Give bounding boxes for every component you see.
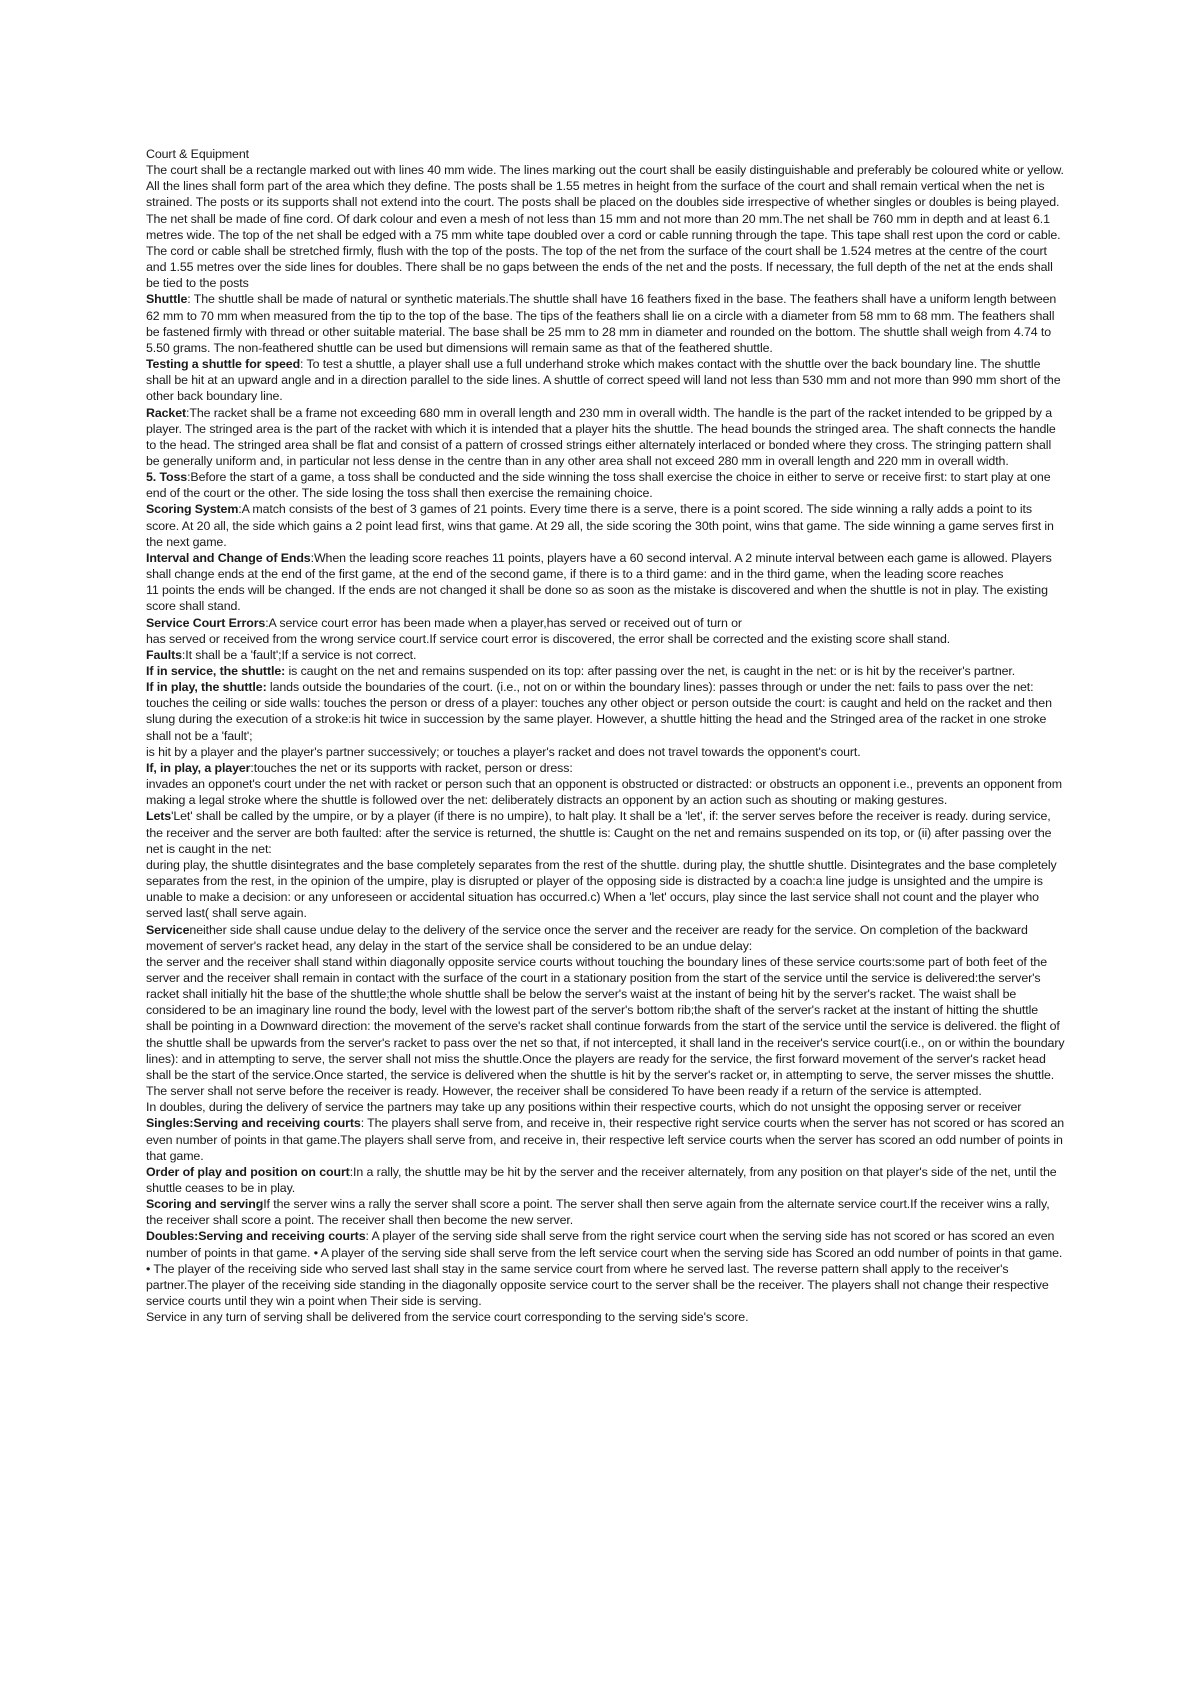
paragraph-text: :The racket shall be a frame not exceeding 680 mm in overall length and 230 mm in overall width. The handle is the part of the racket intended to be gripped by a player. The stringed area is the part of the racket with which it is intended that a player hits the shuttle. The head bounds the stringed area. The shaft connects the handle to the head. The stringed area shall be flat and consist of a pattern of crossed strings either alternately interlaced or bonded where they cross. The stringing pattern shall be generally uniform and, in particular not less dense in the centre than in any other area shall not exceed 280 mm in overall length and 220 mm in overall width. bbox=[146, 405, 1056, 468]
paragraph-text: Court & Equipment bbox=[146, 147, 249, 161]
paragraph-heading: Scoring System bbox=[146, 502, 239, 517]
paragraph-text: The server shall not serve before the receiver is ready. However, the receiver shall be considered To have been ready if a return of the service is attempted. bbox=[146, 1084, 982, 1099]
paragraph-text: The court shall be a rectangle marked out with lines 40 mm wide. The lines marking out the court shall be easily distinguishable and preferably be coloured white or yellow. All the lines shall form part of the area which they define. The posts shall be 1.55 metres in height from the surface of the court and shall remain vertical when the net is strained. The posts or its supports shall not extend into the court. The posts shall be placed on the doubles side irrespective of whether singles or doubles is being played. The net shall be made of fine cord. Of dark colour and even a mesh of not less than 15 mm and not more than 20 mm.The net shall be 760 mm in depth and at least 6.1 metres wide. The top of the net shall be edged with a 75 mm white tape doubled over a cord or cable running through the tape. This tape shall rest upon the cord or cable. The cord or cable shall be stretched firmly, flush with the top of the posts. The top of the net from the surface of the court shall be 1.524 metres at the centre of the court and 1.55 metres over the side lines for doubles. There shall be no gaps between the ends of the net and the posts. If necessary, the full depth of the net at the ends shall be tied to the posts bbox=[146, 163, 1064, 291]
paragraph-heading: Singles:Serving and receiving courts bbox=[146, 1116, 361, 1131]
paragraph-heading: Service bbox=[146, 922, 190, 937]
paragraph-text: If the server wins a rally the server shall score a point. The server shall then serve again from the alternate service court.If the receiver wins a rally, the receiver shall score a point. The receiver shall then become the new server. bbox=[146, 1197, 1050, 1228]
paragraph bbox=[146, 291, 1066, 356]
paragraph-text: 11 points the ends will be changed. If the ends are not changed it shall be done so as soon as the mistake is discovered and when the shuttle is not in play. The existing score shall stand. bbox=[146, 583, 1048, 614]
paragraph-text: :In a rally, the shuttle may be hit by the server and the receiver alternately, from any position on that player's side of the net, until the shuttle ceases to be in play. bbox=[146, 1164, 1057, 1195]
paragraph bbox=[146, 1196, 1066, 1228]
paragraph bbox=[146, 501, 1066, 549]
paragraph bbox=[146, 582, 1066, 614]
paragraph-text: : The shuttle shall be made of natural or synthetic materials.The shuttle shall have 16 feathers fixed in the base. The feathers shall have a uniform length between 62 mm to 70 mm when measured from the tip to the top of the base. The tips of the feathers shall lie on a circle with a diameter from 58 mm to 68 mm. The feathers shall be fastened firmly with thread or other suitable material. The base shall be 25 mm to 28 mm in diameter and rounded on the bottom. The shuttle shall weigh from 4.74 to 5.50 grams. The non-feathered shuttle can be used but dimensions will remain same as that of the feathered shuttle. bbox=[146, 292, 1057, 355]
paragraph bbox=[146, 550, 1066, 582]
paragraph bbox=[146, 954, 1066, 1083]
paragraph-heading: If in service, the shuttle: bbox=[146, 664, 286, 678]
paragraph-text: :Before the start of a game, a toss shall be conducted and the side winning the toss shall exercise the choice in either to serve or receive first: to start play at one end of the court or the other. The side losing the toss shall then exercise the remaining choice. bbox=[146, 470, 1051, 501]
paragraph-text: : To test a shuttle, a player shall use a full underhand stroke which makes contact with the shuttle over the back boundary line. The shuttle shall be hit at an upward angle and in a direction parallel to the side lines. A shuttle of correct speed will land not less than 530 mm and not more than 990 mm short of the other back boundary line. bbox=[146, 357, 1061, 404]
paragraph bbox=[146, 922, 1066, 954]
paragraph-heading: Racket bbox=[146, 405, 187, 420]
paragraph-heading: Order of play and position on court bbox=[146, 1164, 350, 1179]
paragraph-heading: Service Court Errors bbox=[146, 615, 266, 630]
paragraph-heading: If in play, the shuttle: bbox=[146, 680, 267, 695]
paragraph bbox=[146, 663, 1066, 679]
paragraph-heading: Shuttle bbox=[146, 292, 188, 307]
paragraph-text: invades an opponet's court under the net with racket or person such that an opponent is obstructed or distracted: or obstructs an opponent i.e., prevents an opponent from making a legal stroke where the shuttle is followed over the net: deliberately distracts an opponent by an action such as shouting or making gestures. bbox=[146, 777, 1062, 808]
paragraph bbox=[146, 615, 1066, 631]
paragraph-text: has served or received from the wrong service court.If service court error is discovered, the error shall be corrected and the existing score shall stand. bbox=[146, 631, 951, 646]
paragraph-text: is hit by a player and the player's partner successively; or touches a player's racket and does not travel towards the opponent's court. bbox=[146, 744, 861, 759]
paragraph-heading: Testing a shuttle for speed bbox=[146, 357, 301, 372]
paragraph bbox=[146, 808, 1066, 856]
paragraph-text: In doubles, during the delivery of service the partners may take up any positions within their respective courts, which do not unsight the opposing server or receiver bbox=[146, 1100, 1022, 1115]
paragraph bbox=[146, 1099, 1066, 1115]
paragraph bbox=[146, 1309, 1066, 1325]
paragraph bbox=[146, 647, 1066, 663]
paragraph-text: is caught on the net and remains suspended on its top: after passing over the net, is caught in the net: or is hit by the receiver's partner. bbox=[285, 664, 1016, 678]
paragraph bbox=[146, 744, 1066, 760]
paragraph-text: :A match consists of the best of 3 games of 21 points. Every time there is a serve, there is a point scored. The side winning a rally adds a point to its score. At 20 all, the side which gains a 2 point lead first, wins that game. At 29 all, the side scoring the 30th point, wins that game. The side winning a game serves first in the next game. bbox=[146, 502, 1054, 549]
paragraph bbox=[146, 760, 1066, 776]
paragraph bbox=[146, 1115, 1066, 1163]
paragraph-heading: Lets bbox=[146, 809, 172, 824]
document-page bbox=[146, 146, 1066, 1325]
paragraph bbox=[146, 146, 1066, 162]
paragraph-text: :A service court error has been made when a player,has served or received out of turn or bbox=[265, 615, 742, 630]
paragraph-text: :It shall be a 'fault';If a service is not correct. bbox=[181, 647, 417, 662]
paragraph bbox=[146, 857, 1066, 922]
paragraph-text: Service in any turn of serving shall be delivered from the service court corresponding to the serving side's score. bbox=[146, 1310, 749, 1325]
paragraph-text: :touches the net or its supports with racket, person or dress: bbox=[250, 760, 573, 775]
paragraph-heading: Interval and Change of Ends bbox=[146, 550, 311, 565]
paragraph-text: neither side shall cause undue delay to the delivery of the service once the server and the receiver are ready for the service. On completion of the backward movement of server's racket head, any delay in the start of the service shall be considered to be an undue delay: bbox=[146, 922, 1028, 953]
paragraph bbox=[146, 776, 1066, 808]
paragraph-text: lands outside the boundaries of the court. (i.e., not on or within the boundary lines): passes through or under the net: fails to pass over the net: touches the ceiling or side walls: touches the person or dress of a player: touches any other object or person outside the court: is caught and held on the racket and then slung during the execution of a stroke:is hit twice in succession by the same player. However, a shuttle hitting the head and the Stringed area of the racket in one stroke shall not be a 'fault'; bbox=[146, 680, 1052, 743]
paragraph bbox=[146, 1228, 1066, 1309]
paragraph-text: :When the leading score reaches 11 points, players have a 60 second interval. A 2 minute interval between each game is allowed. Players shall change ends at the end of the first game, at the end of the second game, if there is to a third game: and in the third game, when the leading score reaches bbox=[146, 550, 1052, 582]
paragraph bbox=[146, 1083, 1066, 1099]
paragraph-text: : A player of the serving side shall serve from the right service court when the serving side has not scored or has scored an even number of points in that game. • A player of the serving side shall serve from the left service court when the serving side has Scored an odd number of points in that game. • The player of the receiving side who served last shall stay in the same service court from where he served last. The reverse pattern shall apply to the receiver's partner.The player of the receiving side standing in the diagonally opposite service court to the server shall be the receiver. The players shall not change their respective service courts until they win a point when Their side is serving. bbox=[146, 1229, 1063, 1309]
paragraph-heading: Doubles:Serving and receiving courts bbox=[146, 1229, 366, 1244]
paragraph bbox=[146, 679, 1066, 744]
paragraph-heading: Faults bbox=[146, 647, 182, 662]
paragraph-text: : The players shall serve from, and receive in, their respective right service courts when the server has not scored or has scored an even number of points in that game.The players shall serve from, and receive in, their respective left service courts when the server has scored an odd number of points in that game. bbox=[146, 1116, 1065, 1163]
paragraph-heading: If, in play, a player bbox=[146, 760, 251, 775]
paragraph bbox=[146, 469, 1066, 501]
paragraph bbox=[146, 356, 1066, 404]
paragraph-text: 'Let' shall be called by the umpire, or by a player (if there is no umpire), to halt play. It shall be a 'let', if: the server serves before the receiver is ready. during service, the receiver and the server are both faulted: after the service is returned, the shuttle is: Caught on the net and remains suspended on its top, or (ii) after passing over the net is caught in the net: bbox=[146, 809, 1052, 856]
paragraph bbox=[146, 162, 1066, 291]
paragraph bbox=[146, 1164, 1066, 1196]
paragraph-heading: Scoring and serving bbox=[146, 1197, 264, 1212]
paragraph-text: during play, the shuttle disintegrates and the base completely separates from the rest of the shuttle. during play, the shuttle shuttle. Disintegrates and the base completely separates from the rest, in the opinion of the umpire, play is disrupted or player of the opposing side is distracted by a coach:a line judge is unsighted and the umpire is unable to make a decision: or any unforeseen or accidental situation has occurred.c) When a 'let' occurs, play since the last service shall not count and the player who served last( shall serve again. bbox=[146, 857, 1057, 921]
paragraph bbox=[146, 405, 1066, 470]
paragraph-text: the server and the receiver shall stand within diagonally opposite service courts without touching the boundary lines of these service courts:some part of both feet of the server and the receiver shall remain in contact with the surface of the court in a stationary position from the start of the service until the service is delivered:the server's racket shall initially hit the base of the shuttle;the whole shuttle shall be below the server's waist at the instant of being hit by the server's racket. The waist shall be considered to be an imaginary line round the body, level with the lowest part of the server's bottom rib;the shaft of the server's racket at the instant of hitting the shuttle shall be pointing in a Downward direction: the movement of the serve's racket shall continue forwards from the start of the service until the service is delivered. the flight of the shuttle shall be upwards from the server's racket to pass over the net so that, if not intercepted, it shall land in the receiver's service court(i.e., on or within the boundary lines): and in attempting to serve, the server shall not miss the shuttle.Once the players are ready for the service, the first forward movement of the server's racket head shall be the start of the service.Once started, the service is delivered when the shuttle is hit by the server's racket or, in attempting to serve, the server misses the shuttle. bbox=[146, 954, 1065, 1082]
paragraph bbox=[146, 631, 1066, 647]
paragraph-heading: 5. Toss bbox=[146, 470, 188, 485]
